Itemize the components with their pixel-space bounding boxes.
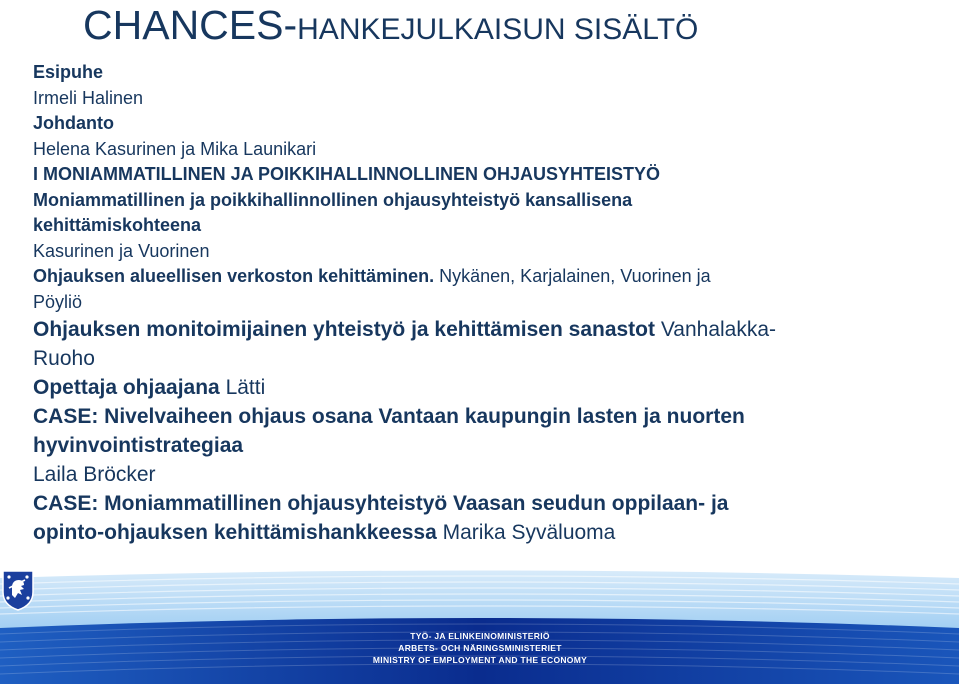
intro-authors: Helena Kasurinen ja Mika Launikari — [33, 138, 317, 159]
article-authors: Vanhalakka- — [655, 318, 777, 341]
article-authors: Laila Bröcker — [33, 463, 156, 486]
foreword-author: Irmeli Halinen — [33, 87, 144, 108]
article-title: Opettaja ohjaajana — [33, 376, 220, 399]
article-title: opinto-ohjauksen kehittämishankkeessa — [33, 521, 437, 544]
title-rest: HANKEJULKAISUN SISÄLTÖ — [297, 13, 699, 46]
section-heading: I MONIAMMATILLINEN JA POIKKIHALLINNOLLINEN OHJAUSYHTEISTYÖ — [33, 164, 661, 184]
article-entry — [33, 373, 948, 402]
title-prefix: CHANCES- — [83, 2, 298, 48]
article-authors: Marika Syväluoma — [436, 521, 616, 544]
article-title: Ohjauksen alueellisen verkoston kehittäminen. — [33, 266, 435, 286]
article-title: Ohjauksen monitoimijainen yhteistyö ja kehittämisen sanastot — [33, 318, 655, 341]
ministry-name — [360, 630, 600, 666]
article-authors: Kasurinen ja Vuorinen — [33, 240, 210, 261]
article-authors: Pöyliö — [33, 291, 83, 312]
ministry-name-sv: ARBETS- OCH NÄRINGSMINISTERIET — [398, 643, 562, 653]
table-of-contents — [33, 60, 948, 547]
article-entry — [33, 315, 948, 344]
article-title: CASE: Moniammatillinen ohjausyhteistyö Vaasan seudun oppilaan- ja — [33, 492, 729, 515]
page-title — [83, 2, 698, 53]
article-authors: Lätti — [219, 376, 266, 399]
intro-heading: Johdanto — [33, 113, 114, 133]
article-title: hyvinvointistrategiaa — [33, 434, 244, 457]
article-title: CASE: Nivelvaiheen ohjaus osana Vantaan kaupungin lasten ja nuorten — [33, 405, 745, 428]
ministry-name-en: MINISTRY OF EMPLOYMENT AND THE ECONOMY — [372, 655, 588, 665]
article-entry — [33, 518, 948, 547]
article-authors: Nykänen, Karjalainen, Vuorinen ja — [434, 266, 711, 286]
article-title: kehittämiskohteena — [33, 215, 202, 235]
ministry-name-fi: TYÖ- JA ELINKEINOMINISTERIÖ — [410, 631, 550, 641]
article-authors: Ruoho — [33, 347, 95, 370]
article-entry — [33, 264, 948, 290]
footer-wave-graphic — [0, 568, 959, 684]
article-title: Moniammatillinen ja poikkihallinnollinen ohjausyhteistyö kansallisena — [33, 189, 633, 210]
footer-banner — [0, 568, 959, 684]
finnish-lion-crest-icon — [0, 568, 36, 612]
foreword-heading: Esipuhe — [33, 62, 104, 82]
